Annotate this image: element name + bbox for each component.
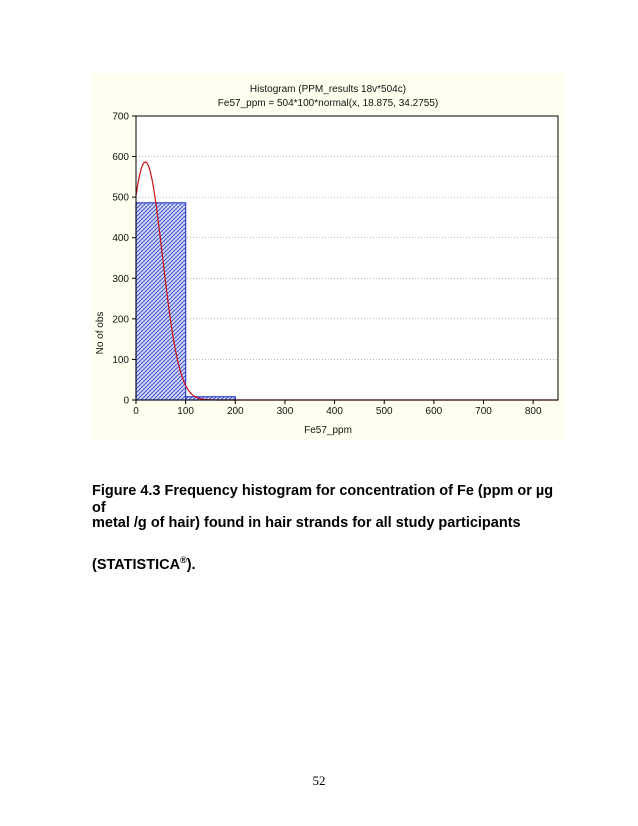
y-tick-label: 200 xyxy=(112,314,129,326)
y-tick-label: 700 xyxy=(112,111,129,123)
x-tick-label: 700 xyxy=(475,406,492,417)
chart-title: Histogram (PPM_results 18v*504c) xyxy=(249,84,407,95)
figure-caption-line-1: Figure 4.3 Frequency histogram for concentration of Fe (ppm or µg of xyxy=(92,483,554,517)
y-axis-label: No of obs xyxy=(95,311,106,355)
x-tick-label: 500 xyxy=(375,406,393,417)
registered-mark: ® xyxy=(180,555,187,565)
histogram-chart xyxy=(92,73,564,440)
figure-caption-line-3 xyxy=(92,555,562,574)
x-axis-label: Fe57_ppm xyxy=(304,425,352,436)
page-number: 52 xyxy=(312,773,326,788)
figure-caption-line-2: metal /g of hair) found in hair strands for all study participants xyxy=(92,515,521,531)
x-tick-label: 600 xyxy=(425,406,443,417)
x-tick-label: 200 xyxy=(226,406,244,417)
grid-lines xyxy=(136,116,558,400)
y-tick-label: 500 xyxy=(112,192,129,204)
y-tick-label: 400 xyxy=(112,233,129,245)
y-tick-label: 0 xyxy=(123,395,129,407)
chart-panel xyxy=(92,73,564,440)
caption-software-name: (STATISTICA xyxy=(92,556,181,573)
chart-subtitle: Fe57_ppm = 504*100*normal(x, 18.875, 34.2755) xyxy=(217,98,439,109)
y-tick-label: 100 xyxy=(112,354,129,366)
x-tick-label: 100 xyxy=(177,406,194,417)
plot-area xyxy=(136,116,558,400)
caption-end: ). xyxy=(186,556,196,573)
y-tick-label: 300 xyxy=(112,273,129,285)
x-tick-label: 400 xyxy=(326,406,343,417)
y-tick-label: 600 xyxy=(112,152,129,164)
x-tick-label: 0 xyxy=(133,406,139,417)
x-tick-label: 800 xyxy=(524,406,542,417)
x-tick-label: 300 xyxy=(276,406,294,417)
histogram-bar xyxy=(136,203,186,400)
